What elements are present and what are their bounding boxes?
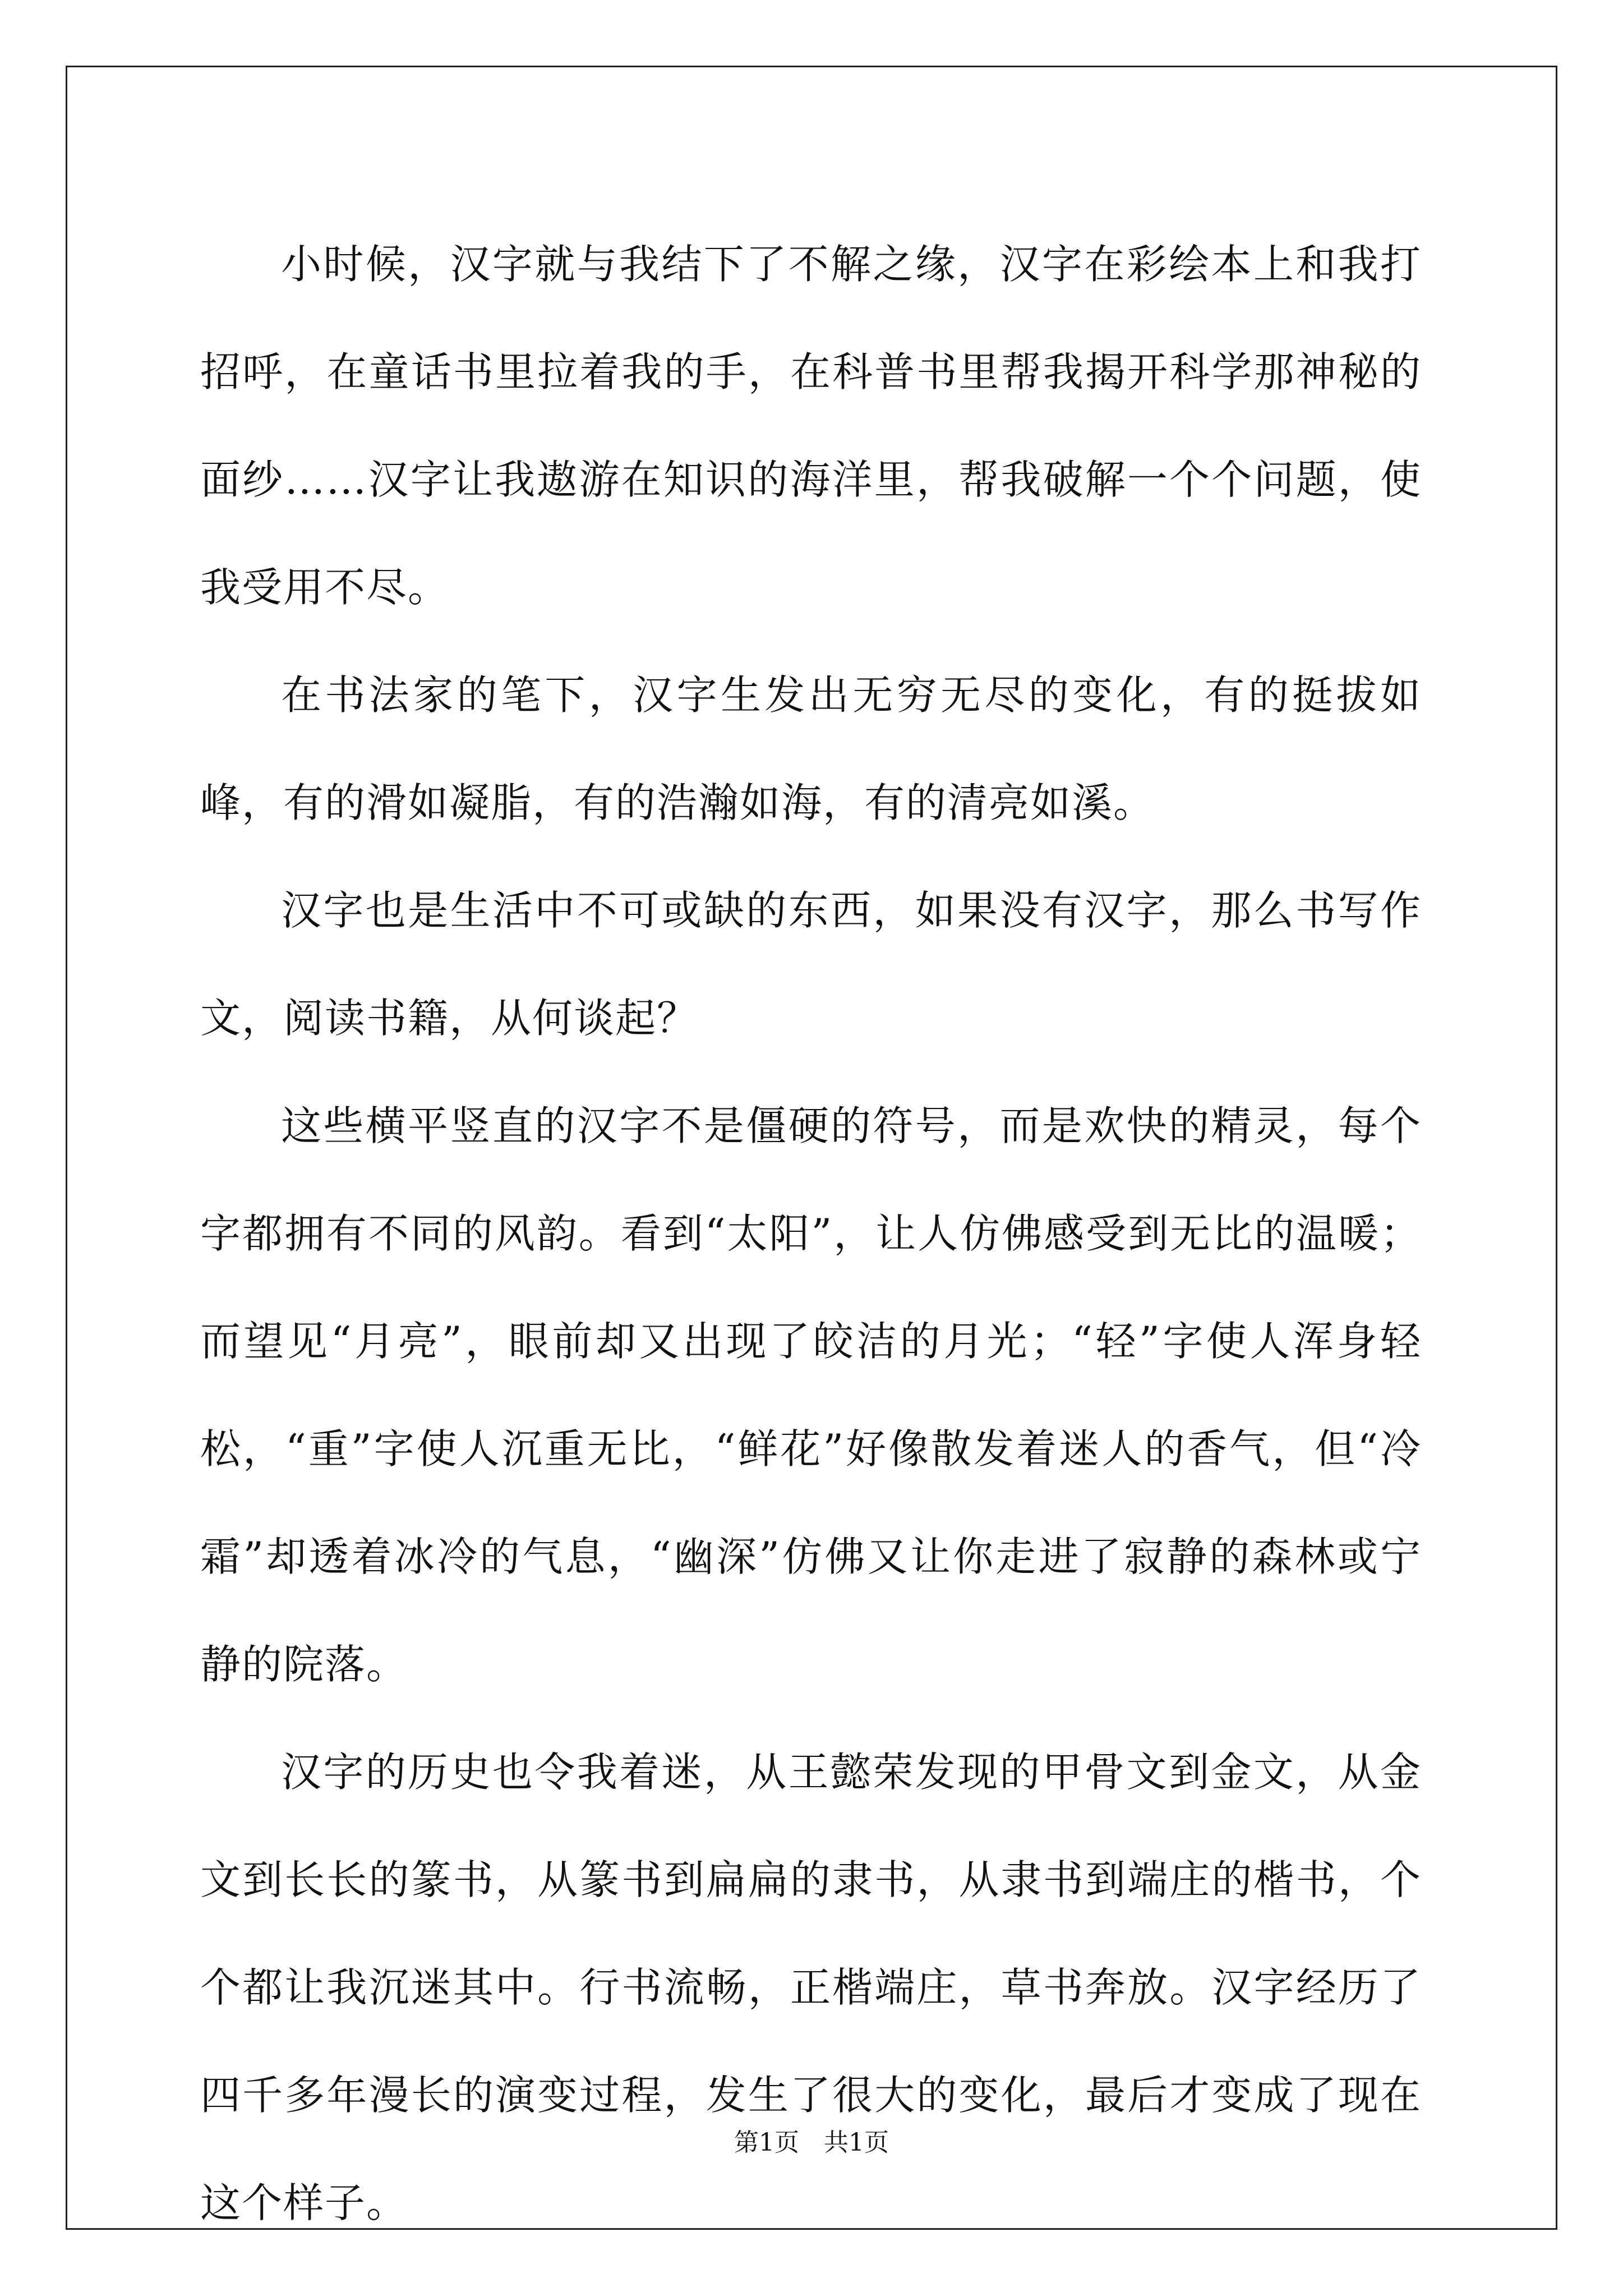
paragraph-2: 在书法家的笔下，汉字生发出无穷无尽的变化，有的挺拔如峰，有的滑如凝脂，有的浩瀚如海，有的清亮如溪。 bbox=[200, 671, 1422, 826]
paragraph-5: 汉字的历史也令我着迷，从王懿荣发现的甲骨文到金文，从金文到长长的篆书，从篆书到扁扁的隶书，从隶书到端庄的楷书，个个都让我沉迷其中。行书流畅，正楷端庄，草书奔放。汉字经历了四千多年漫长的演变过程，发生了很大的变化，最后才变成了现在这个样子。 bbox=[200, 1749, 1422, 2226]
document-body bbox=[200, 210, 1422, 2257]
paragraph-3: 汉字也是生活中不可或缺的东西，如果没有汉字，那么书写作文，阅读书籍，从何谈起？ bbox=[200, 887, 1422, 1042]
paragraph-4: 这些横平竖直的汉字不是僵硬的符号，而是欢快的精灵，每个字都拥有不同的风韵。看到“太阳”，让人仿佛感受到无比的温暖；而望见“月亮”，眼前却又出现了皎洁的月光；“轻”字使人浑身轻松，“重”字使人沉重无比，“鲜花”好像散发着迷人的香气，但“冷霜”却透着冰冷的气息，“幽深”仿佛又让你走进了寂静的森林或宁静的院落。 bbox=[200, 1102, 1422, 1688]
page-footer bbox=[0, 2126, 1623, 2160]
paragraph-1: 小时候，汉字就与我结下了不解之缘，汉字在彩绘本上和我打招呼，在童话书里拉着我的手，在科普书里帮我揭开科学那神秘的面纱……汉字让我遨游在知识的海洋里，帮我破解一个个问题，使我受用不尽。 bbox=[200, 241, 1422, 611]
page-total: 共1页 bbox=[824, 2128, 889, 2157]
page-number: 第1页 bbox=[734, 2128, 799, 2157]
